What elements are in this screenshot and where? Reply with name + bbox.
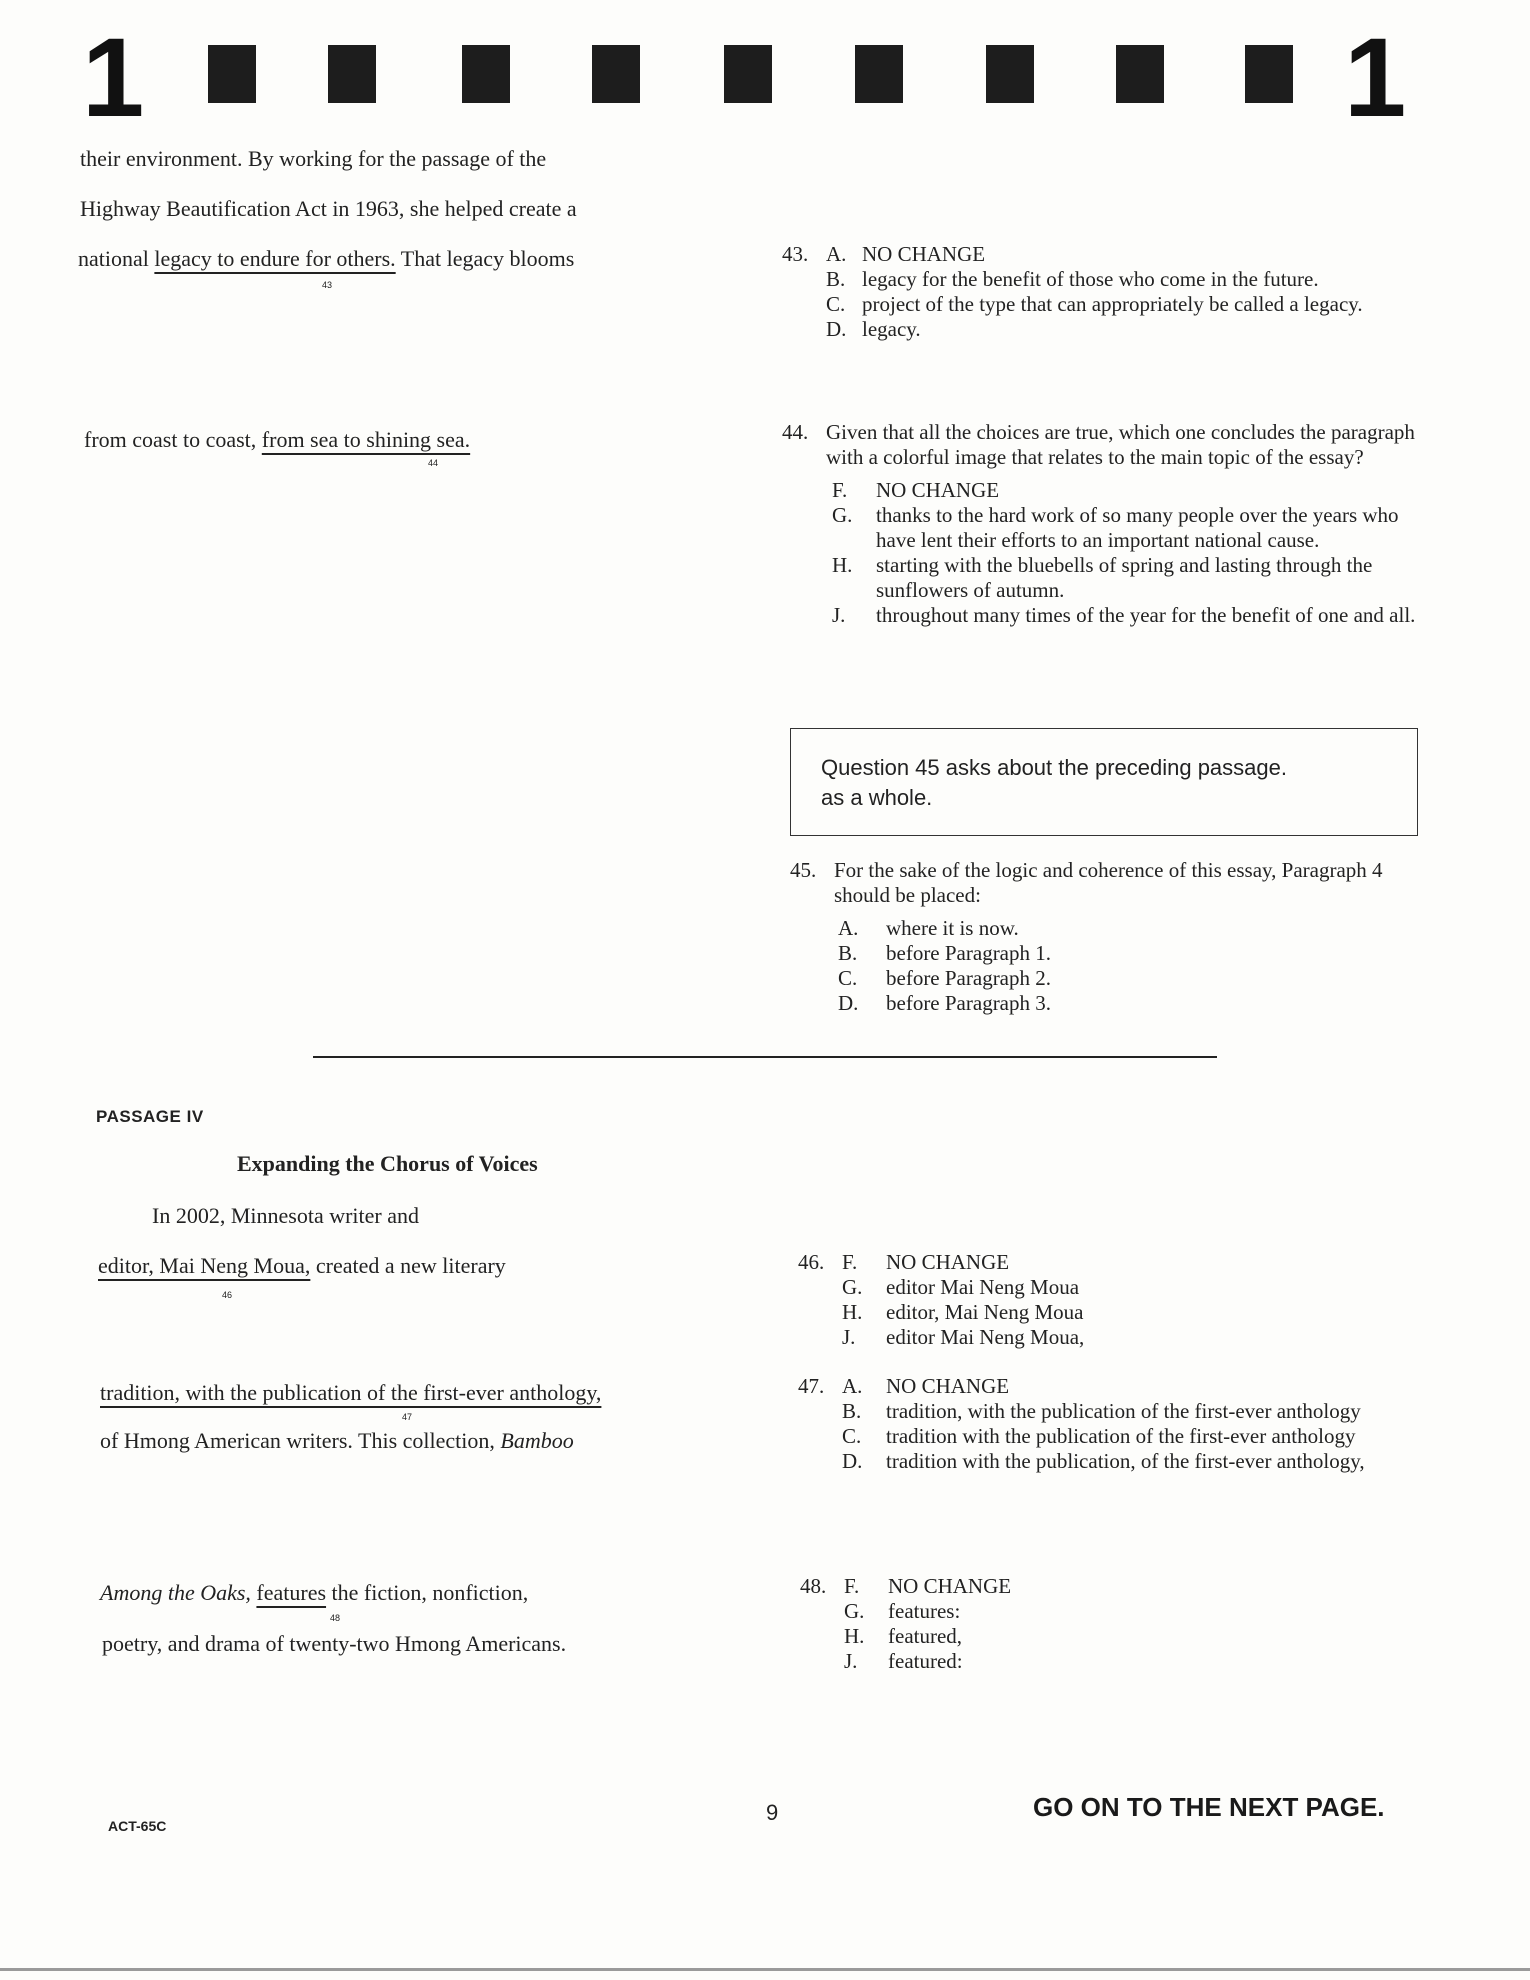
- option-letter: G.: [844, 1599, 865, 1623]
- option-letter: G.: [832, 503, 853, 527]
- option-letter: G.: [842, 1275, 863, 1299]
- option-letter: J.: [832, 603, 846, 627]
- option-letter: A.: [826, 242, 847, 266]
- question-47: [798, 1374, 1430, 1474]
- header-block: [462, 45, 510, 103]
- passage-text: of Hmong American writers. This collection,: [100, 1428, 501, 1453]
- option-text[interactable]: legacy.: [862, 317, 921, 341]
- underline-number-44: 44: [428, 458, 439, 468]
- question-48: [800, 1574, 1360, 1674]
- option-text[interactable]: NO CHANGE: [886, 1374, 1010, 1398]
- passage-line: [84, 427, 470, 453]
- option-letter: D.: [842, 1449, 863, 1473]
- book-title-italic: Bamboo: [500, 1428, 574, 1453]
- question-number: 45.: [790, 858, 817, 882]
- option-letter: F.: [844, 1574, 860, 1598]
- option-letter: D.: [826, 317, 847, 341]
- question-46: [798, 1250, 1358, 1350]
- question-number: 48.: [800, 1574, 827, 1598]
- notice-line: as a whole.: [821, 785, 933, 810]
- question-number: 43.: [782, 242, 809, 266]
- option-text[interactable]: tradition with the publication, of the first-ever anthology,: [886, 1449, 1365, 1473]
- option-letter: C.: [826, 292, 846, 316]
- option-letter: F.: [832, 478, 848, 502]
- option-letter: A.: [838, 916, 859, 940]
- option-letter: H.: [842, 1300, 863, 1324]
- passage-line: [78, 246, 574, 272]
- option-letter: B.: [838, 941, 858, 965]
- option-text[interactable]: tradition with the publication of the first-ever anthology: [886, 1424, 1356, 1448]
- option-text[interactable]: before Paragraph 3.: [886, 991, 1052, 1015]
- question-number: 46.: [798, 1250, 825, 1274]
- passage-text: national: [78, 246, 155, 271]
- section-number-right: 1: [1344, 15, 1407, 140]
- option-letter: J.: [844, 1649, 858, 1673]
- option-letter: B.: [842, 1399, 862, 1423]
- option-text[interactable]: editor Mai Neng Moua: [886, 1275, 1080, 1299]
- question-44: [782, 420, 1418, 628]
- option-letter: D.: [838, 991, 859, 1015]
- option-letter: H.: [844, 1624, 865, 1648]
- underlined-portion-43: legacy to endure for others.: [154, 246, 396, 271]
- option-text[interactable]: where it is now.: [886, 916, 1019, 940]
- option-text[interactable]: NO CHANGE: [888, 1574, 1012, 1598]
- option-text[interactable]: thanks to the hard work of so many people over the years who have lent their efforts to an important national cause.: [876, 503, 1399, 552]
- option-letter: C.: [842, 1424, 862, 1448]
- underline-number-48: 48: [330, 1613, 341, 1623]
- question-stem: For the sake of the logic and coherence of this essay, Paragraph 4 should be placed:: [834, 858, 1383, 907]
- form-code: ACT-65C: [108, 1818, 167, 1834]
- option-text[interactable]: editor Mai Neng Moua,: [886, 1325, 1085, 1349]
- header-block: [986, 45, 1034, 103]
- passage-title: Expanding the Chorus of Voices: [237, 1151, 538, 1176]
- option-letter: F.: [842, 1250, 858, 1274]
- passage-line: poetry, and drama of twenty-two Hmong Americans.: [102, 1631, 567, 1656]
- header-block: [208, 45, 256, 103]
- option-text[interactable]: featured,: [888, 1624, 963, 1648]
- notice-line: Question 45 asks about the preceding passage.: [821, 755, 1287, 780]
- underlined-portion-46: editor, Mai Neng Moua,: [98, 1253, 311, 1278]
- passage-line: [100, 1380, 601, 1406]
- option-text[interactable]: featured:: [888, 1649, 963, 1673]
- header-block: [328, 45, 376, 103]
- option-text[interactable]: project of the type that can appropriately be called a legacy.: [862, 292, 1363, 316]
- book-title-italic: Among the Oaks,: [100, 1580, 251, 1605]
- option-letter: C.: [838, 966, 858, 990]
- passage-line: their environment. By working for the passage of the: [80, 146, 547, 171]
- option-text[interactable]: throughout many times of the year for the benefit of one and all.: [876, 603, 1416, 627]
- passage-line: [98, 1253, 506, 1279]
- underlined-portion-48: features: [256, 1580, 327, 1605]
- option-letter: J.: [842, 1325, 856, 1349]
- passage-text: created a new literary: [310, 1253, 506, 1278]
- option-text[interactable]: before Paragraph 2.: [886, 966, 1052, 990]
- header-block: [724, 45, 772, 103]
- option-text[interactable]: NO CHANGE: [886, 1250, 1010, 1274]
- question-45-notice-box: [790, 728, 1418, 836]
- option-text[interactable]: starting with the bluebells of spring and lasting through the sunflowers of autumn.: [876, 553, 1373, 602]
- option-text[interactable]: features:: [888, 1599, 961, 1623]
- passage-line: [100, 1580, 528, 1606]
- scan-edge: [0, 1968, 1530, 1971]
- option-text[interactable]: before Paragraph 1.: [886, 941, 1052, 965]
- underline-number-47: 47: [402, 1412, 413, 1422]
- underlined-portion-47: tradition, with the publication of the first-ever anthology,: [100, 1380, 602, 1405]
- underline-number-43: 43: [322, 280, 333, 290]
- option-text[interactable]: editor, Mai Neng Moua: [886, 1300, 1084, 1324]
- header-block: [1245, 45, 1293, 103]
- section-number-left: 1: [82, 15, 145, 140]
- option-text[interactable]: legacy for the benefit of those who come in the future.: [862, 267, 1319, 291]
- passage-line: Highway Beautification Act in 1963, she helped create a: [80, 196, 577, 221]
- option-letter: A.: [842, 1374, 863, 1398]
- question-45: [790, 858, 1420, 1016]
- header-block: [855, 45, 903, 103]
- passage-line: In 2002, Minnesota writer and: [152, 1203, 419, 1228]
- passage-line: [100, 1428, 574, 1454]
- passage-text: from coast to coast,: [84, 427, 262, 452]
- go-on-next-page: GO ON TO THE NEXT PAGE.: [1033, 1792, 1385, 1822]
- underline-number-46: 46: [222, 1290, 233, 1300]
- header-block: [1116, 45, 1164, 103]
- question-number: 44.: [782, 420, 809, 444]
- question-stem: Given that all the choices are true, which one concludes the paragraph with a colorful image that relates to the main topic of the essay?: [826, 420, 1415, 469]
- underlined-portion-44: from sea to shining sea.: [261, 427, 471, 452]
- header-block: [592, 45, 640, 103]
- option-text[interactable]: tradition, with the publication of the first-ever anthology: [886, 1399, 1361, 1423]
- page-number: 9: [766, 1800, 779, 1825]
- option-text[interactable]: NO CHANGE: [876, 478, 1000, 502]
- option-letter: H.: [832, 553, 853, 577]
- option-letter: B.: [826, 267, 846, 291]
- passage-text: That legacy blooms: [395, 246, 575, 271]
- passage-label: PASSAGE IV: [96, 1107, 204, 1126]
- passage-text: the fiction, nonfiction,: [326, 1580, 529, 1605]
- question-number: 47.: [798, 1374, 825, 1398]
- question-43: [782, 242, 1412, 342]
- passage-divider: [313, 1056, 1217, 1058]
- option-text[interactable]: NO CHANGE: [862, 242, 986, 266]
